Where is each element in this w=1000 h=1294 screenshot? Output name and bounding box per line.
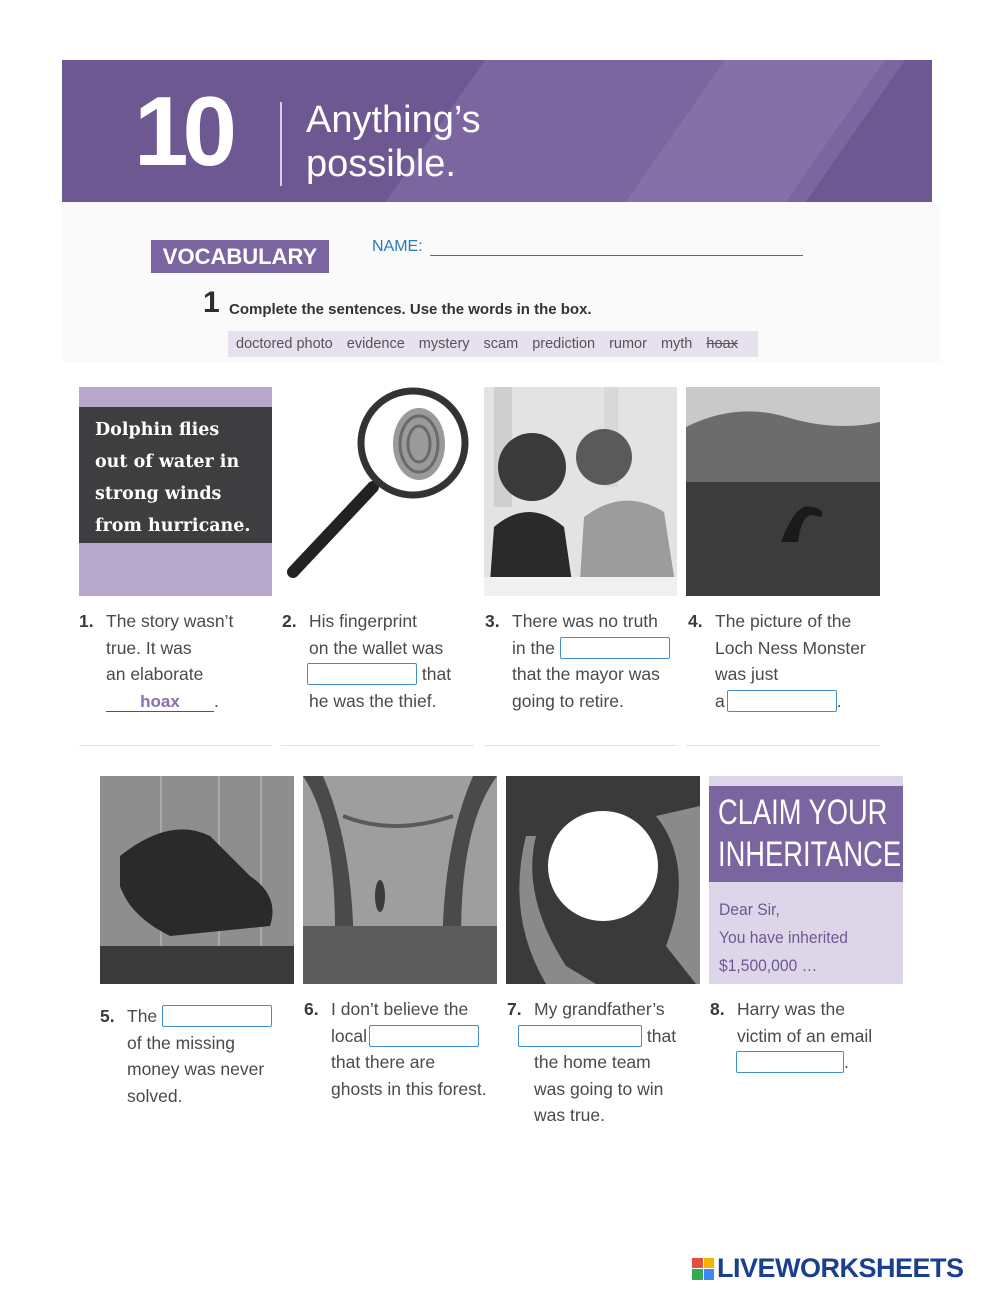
- foggy-forest-image: [303, 776, 497, 984]
- sentence-7: 7. My grandfather’s that the home team was going to win was true.: [507, 999, 677, 1125]
- headline-image: [79, 387, 272, 596]
- answer-input-2[interactable]: [307, 663, 417, 685]
- divider: [686, 745, 880, 746]
- answer-input-3[interactable]: [560, 637, 670, 659]
- word-item: myth: [660, 336, 693, 352]
- divider: [281, 745, 474, 746]
- section-label: VOCABULARY: [151, 240, 329, 273]
- word-item: evidence: [346, 336, 405, 352]
- exercise-instruction: Complete the sentences. Use the words in the box.: [229, 301, 592, 318]
- unit-number: 10: [134, 76, 232, 186]
- word-item: prediction: [532, 336, 596, 352]
- divider: [79, 745, 272, 746]
- sentence-8: 8. Harry was the victim of an email .: [710, 999, 873, 1072]
- unit-title: Anything’s possible.: [306, 99, 481, 185]
- sentence-2: 2. His fingerprint on the wallet was that he was the thief.: [282, 611, 452, 711]
- loch-ness-image: [686, 387, 880, 596]
- answer-input-5[interactable]: [162, 1005, 272, 1027]
- answer-input-7[interactable]: [518, 1025, 642, 1047]
- unit-divider: [280, 102, 282, 186]
- unit-banner: [62, 60, 932, 202]
- name-label: NAME:: [372, 238, 423, 255]
- sentence-3: 3. There was no truth in the that the mayor was going to retire.: [512, 608, 682, 714]
- scam-email-image: [709, 776, 903, 984]
- sentence-6: 6. I don’t believe the local that there are ghosts in this forest.: [304, 999, 487, 1099]
- answer-input-8[interactable]: [736, 1051, 844, 1073]
- divider: [484, 745, 677, 746]
- sentence-1: 1. The story wasn’t true. It was an elaborate hoax .: [79, 611, 234, 711]
- word-item: doctored photo: [236, 336, 333, 352]
- answer-input-6[interactable]: [369, 1025, 479, 1047]
- people-whispering-image: [484, 387, 677, 596]
- word-item: scam: [483, 336, 519, 352]
- shadow-hand-image: [100, 776, 294, 984]
- word-item: mystery: [418, 336, 470, 352]
- name-field[interactable]: [430, 255, 803, 256]
- answer-input-4[interactable]: [727, 690, 837, 712]
- claim-heading: CLAIM YOUR INHERITANCE: [718, 793, 902, 874]
- exercise-number: 1: [203, 286, 220, 319]
- magnifying-glass-image: [281, 387, 474, 596]
- brand-icon: [692, 1258, 714, 1280]
- liveworksheets-logo: LIVEWORKSHEETS: [692, 1253, 964, 1284]
- sentence-4: 4. The picture of the Loch Ness Monster was just a .: [688, 611, 866, 711]
- crystal-ball-image: [506, 776, 700, 984]
- word-item: rumor: [609, 336, 647, 352]
- word-item-used: hoax: [706, 336, 738, 352]
- sentence-5: 5. The of the missing money was never solved.: [127, 1003, 297, 1109]
- answer-hoax: hoax: [106, 693, 214, 712]
- word-box: [228, 331, 758, 357]
- letter-text: Dear Sir, You have inherited $1,500,000 …: [719, 900, 849, 975]
- headline-text: Dolphin flies out of water in strong winds from hurricane.: [95, 420, 251, 536]
